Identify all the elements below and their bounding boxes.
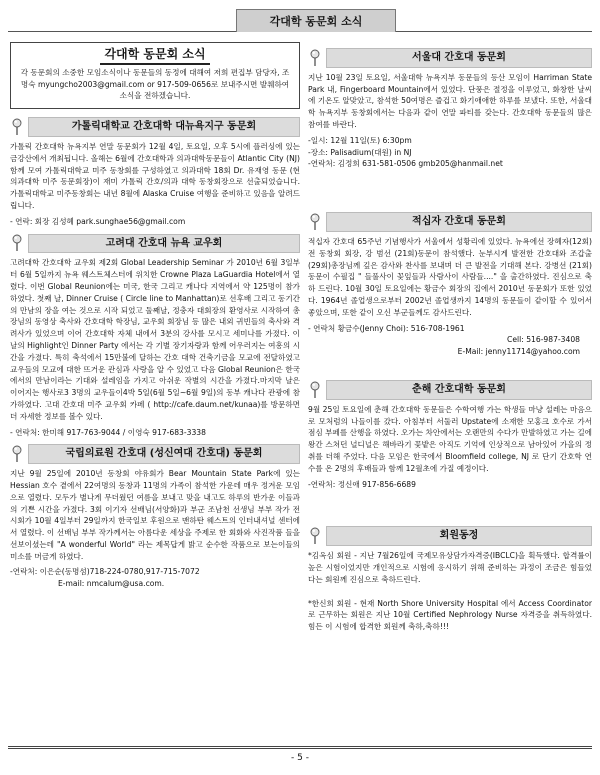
contact-line: -연락처: 김정희 631-581-0506 gmb205@hanmail.net bbox=[308, 159, 503, 169]
pushpin-icon bbox=[308, 49, 322, 67]
contact-line: - 연락처: 한미해 917-763-9044 / 이영숙 917-683-3338 bbox=[10, 427, 206, 437]
section-snu bbox=[308, 48, 592, 170]
member-news-item: *한신희 회원 - 현재 North Shore University Hospital 에서 Access Coordinator 로 근무하는 회원은 지난 10월 Certified Nephrology Nurse 자격증을 취득하였다. 힘든 이 시험에 합격한 회원께 축하,축하!!! bbox=[308, 598, 592, 632]
section-catholic bbox=[10, 117, 300, 227]
section-body: 지난 10월 23일 토요일, 서울대학 뉴욕지부 동문들의 등산 모임이 Harriman State Park 내, Fingerboard Mountain에서 있었다. 단풍은 절정을 이루었고, 화창한 날씨에 기온도 알맞았고, 참석한 50여명은 즐겁고 화기애애한 하루를 보냈다. 또한, 서울대학 뉴욕지부 동창회에서는 다음과 같이 연말 파티를 갖는다. 간호대학 동문들의 많은 참여를 바란다. bbox=[308, 72, 592, 129]
section-body: 적십자 간호대 65주년 기념행사가 서울에서 성황리에 있었다. 뉴욕에선 장혜자(12회) 전 동창회 회장, 강 범선 (21회)동문이 참석했다. 눈부시게 발전한 간호대와 조갑출 (29회)총장님께 깊은 감사와 찬사를 보내며 더 큰 발전을 기대해 본다. 강병선 (21회) 동문이 수필집 " 들풀사이 꽃잎들과 사람사이 사람들...." 을 출간하였다. 진심으로 축하 드린다. 10월 30일 토요일에는 황금수 회장의 집에서 2010년 동문회가 또한 있었다. 1964년 졸업생으로부터 2002년 졸업생까지 14명의 동문들이 같이할 수 있어서 좋았으며, 또한 같이 오신 부군들께도 감사드린다. bbox=[308, 236, 592, 317]
section-title: 적십자 간호대 동문회 bbox=[326, 212, 592, 232]
section-body: 9월 25일 토요일에 춘해 간호대학 동문들은 수학여행 가는 학생들 마냥 설레는 마음으로 모처럼의 나들이를 갔다. 아침부터 서둘러 Upstate에 소재한 모홍크 호수로 가서 점심 부페를 산행을 하였다. 오가는 차안에서는 오랜만의 수다가 만발하였고 가는 길에 왕간 스쳐던 널디널은 해바라기 꽃밭은 아직도 기억에 인상적으로 남아있어 가을의 정취를 더해 주었다. 다음 모임은 한국에서 Bloomfield college, NJ 로 단기 간호학 연수를 온 2명의 후배들과 함께 12월초에 가질 예정이다. bbox=[308, 404, 592, 473]
section-body: 지난 9월 25일에 2010년 동창회 야유회가 Bear Mountain State Park에 있는 Hessian 호수 곁에서 22여명의 동창과 11명의 가족이 참석한 가운데 매우 정겨운 모임으로 열렸다. 모두가 별나게 무더웠던 여름을 보내고 맞을 내고도 하루의 반가운 이들과의 기쁜 시간을 가졌다. 3회 이기자 선배님(서양화)과 부군 조남천 선생님 부부 작가 전시회가 10월 4일부터 29일까지 한국일보 후원으로 맨하탄 웨스트의 인터내셔널 센터에서 열렸다. 이 선배님 부부 작가께서는 아름다운 세상을 주제로 한 회화와 사진작품 들을 선보이셨는데 "A wonderful World" 라는 제목답게 밝고 순수한 작품으로 보는이들의 미소를 머금게 하였다. bbox=[10, 469, 300, 561]
date-line: -일시: 12월 11일(토) 6:30pm bbox=[308, 135, 412, 145]
section-title: 국립의료원 간호대 (성신여대 간호대) 동문회 bbox=[28, 444, 300, 464]
pushpin-icon bbox=[308, 213, 322, 231]
member-news-item: *김옥심 회원 - 지난 7월26일에 국제모유상담가자격증(IBCLC)을 획득했다. 합격률이 높은 시험이었지만 개인적으로 시험에 응시하기 위해 준비하는 과정이 조금은 힘들었다는 회원께 진심으로 축하드린다. bbox=[308, 551, 592, 584]
place-line: -장소: Palisadium(대원) in NJ bbox=[308, 147, 412, 157]
section-title: 가톨릭대학교 간호대학 대뉴욕지구 동문회 bbox=[28, 117, 300, 137]
left-column bbox=[10, 42, 300, 590]
page-number: - 5 - bbox=[291, 753, 309, 763]
section-nmc bbox=[10, 444, 300, 590]
pushpin-icon bbox=[308, 381, 322, 399]
email-line: E-mail: nmcalum@usa.com. bbox=[58, 579, 165, 589]
page-footer bbox=[8, 746, 592, 763]
section-title: 고려대 간호대 뉴욕 교우회 bbox=[28, 234, 300, 254]
pushpin-icon bbox=[308, 527, 322, 545]
section-red-cross bbox=[308, 212, 592, 358]
section-title: 서울대 간호대 동문회 bbox=[326, 48, 592, 68]
page-header bbox=[8, 9, 592, 32]
spacer bbox=[308, 170, 592, 206]
email-line: E-Mail: jenny11714@yahoo.com bbox=[457, 347, 580, 357]
pushpin-icon bbox=[10, 445, 24, 463]
cell-line: Cell: 516-987-3408 bbox=[507, 335, 580, 345]
section-member-news bbox=[308, 526, 592, 633]
spacer bbox=[308, 490, 592, 520]
contact-line: - 연락처 황금수(Jenny Choi): 516-708-1961 bbox=[308, 323, 465, 333]
pushpin-icon bbox=[10, 234, 24, 252]
page-header-title: 각대학 동문회 소식 bbox=[236, 9, 396, 32]
contact-line: -연락처: 정신애 917-856-6689 bbox=[308, 479, 416, 489]
section-body: 가톨릭 간호대학 뉴욕지부 연말 동문회가 12월 4일, 토요일, 오후 5시에 플러싱에 있는 금강산에서 개최됩니다. 올해는 6월에 간호대학과 의과대학동문들이 Atlantic City (NJ)함께 모여 가톨릭대학교 미주 동창회를 구성하였고 의과대학 18회 Dr. 유재영 동문 (현 의과대학 미주 동문회장)이 재미 가톨릭 간호/의과 대학 동창회장으로 선출되었습니다. 가톨릭대학교 미주동창회는 내년 8월에 Alaska Cruise 여행을 준비하고 있음을 알려드립니다. bbox=[10, 141, 300, 210]
pushpin-icon bbox=[10, 118, 24, 136]
section-title: 춘해 간호대학 동문회 bbox=[326, 380, 592, 400]
intro-box bbox=[10, 42, 300, 109]
right-column bbox=[308, 42, 592, 637]
section-korea-univ bbox=[10, 234, 300, 439]
intro-text: 각 동문회의 소중한 모임소식이나 동문들의 동정에 대해여 저희 편집부 담당자, 조명숙 myungcho2003@gmail.com or 917-509-0656로 보내주시면 발췌하여 소식을 전하겠습니다. bbox=[20, 67, 290, 101]
contact-line: - 연락: 회장 김성혜 park.sunghae56@gmail.com bbox=[10, 216, 186, 226]
section-title: 회원동정 bbox=[326, 526, 592, 546]
intro-title: 각대학 동문회 소식 bbox=[19, 49, 291, 61]
spacer bbox=[308, 358, 592, 374]
section-body: 고려대학 간호대학 교우회 제2회 Global Leadership Seminar 가 2010년 6월 3일부터 6월 5일까지 뉴욕 웨스트체스터에 위치한 Crowne Plaza LaGuardia Hotel에서 열렸다. 이번 Global Reunion에는 미국, 한국 그리고 캐나다 지역에서 약 125명이 참가 하였다. 첫째 날, Dinner Cruise ( Circle line to Manhattan)로 선후배 그리고 동기간의 만남의 장을 여는 것으로 시작 되었고 둘째날, 정충자 대회장의 환영사로 시작하여 총장님의 동영상 축사와 간호대학 학장님, 교우회 회장님 등 많은 내외 귀빈들의 축사와 격려사가 있었으며 이어 간호대학 자체 내에서 3분의 강사를 모시고 세미나를 가졌다. 이 날의 Highlight인 Dinner Party 에서는 각 기별 장기자랑과 함께 어우러지는 여흥의 시간을 가졌다. 특히 축석에서 15만불에 달하는 간호 대학 건축기금을 모교에 전달하였고 교우들의 모교에 대한 뜨거운 관심과 사랑을 알 수 있었고 다음 Global Reunion은 한국에서의 만남이라는 기대와 설레임을 가지고 아쉬운 작별의 시간을 가졌다.마지막 날은 이어지는 행사로3 3명의 교우들이4박 5일(6월 5일~6월 9일)의 동부 캐나다 관광에 참가하였다. 고대 간호대 미주 교우회 카페 ( http://cafe.daum.net/kunaa)를 방문하면 더 자세한 정보를 볼수 있다. bbox=[10, 258, 300, 421]
contact-line: -연락처: 이은순(동명섬)718-224-0780,917-715-7072 bbox=[10, 567, 200, 577]
section-choonhae bbox=[308, 380, 592, 490]
